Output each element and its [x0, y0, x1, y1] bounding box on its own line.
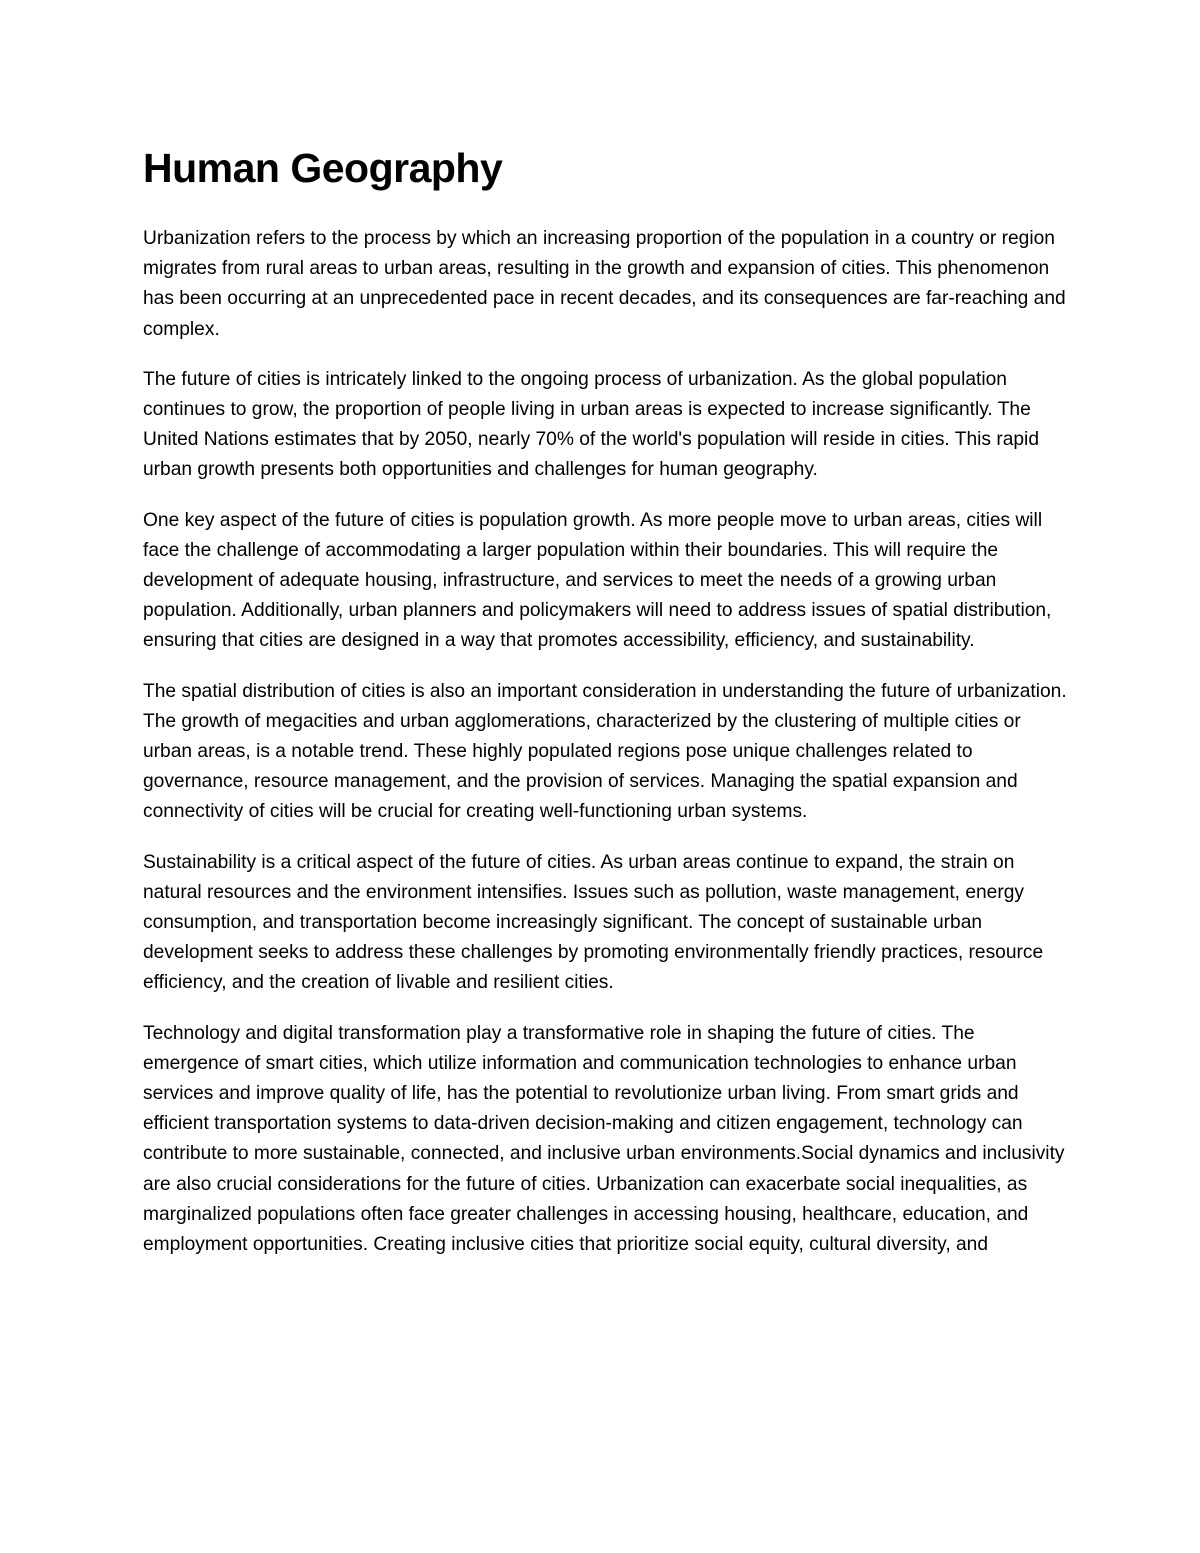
document-title: Human Geography [143, 145, 503, 191]
paragraph-5: Sustainability is a critical aspect of the future of cities. As urban areas continue to expand, the strain on natural resources and the environment intensifies. Issues such as pollution, waste management, energy consumption, and transportation become increasingly significant. The concept of sustainable urban development seeks to address these challenges by promoting environmentally friendly practices, resource efficiency, and the creation of livable and resilient cities. [143, 851, 1044, 994]
paragraph-6: Technology and digital transformation play a transformative role in shaping the future of cities. The emergence of smart cities, which utilize information and communication technologies to enhance urban services and improve quality of life, has the potential to revolutionize urban living. From smart grids and efficient transportation systems to data-driven decision-making and citizen engagement, technology can contribute to more sustainable, connected, and inclusive urban environments.Social dynamics and inclusivity are also crucial considerations for the future of cities. Urbanization can exacerbate social inequalities, as marginalized populations often face greater challenges in accessing housing, healthcare, education, and employment opportunities. Creating inclusive cities that prioritize social equity, cultural diversity, and [143, 1022, 1065, 1256]
paragraph-3: One key aspect of the future of cities is population growth. As more people move to urban areas, cities will face the challenge of accommodating a larger population within their boundaries. This will require the development of adequate housing, infrastructure, and services to meet the needs of a growing urban population. Additionally, urban planners and policymakers will need to address issues of spatial distribution, ensuring that cities are designed in a way that promotes accessibility, efficiency, and sustainability. [143, 509, 1052, 652]
paragraph-2: The future of cities is intricately linked to the ongoing process of urbanization. As the global population continues to grow, the proportion of people living in urban areas is expected to increase significantly. The United Nations estimates that by 2050, nearly 70% of the world's population will reside in cities. This rapid urban growth presents both opportunities and challenges for human geography. [143, 368, 1039, 481]
paragraph-4: The spatial distribution of cities is also an important consideration in understanding the future of urbanization. The growth of megacities and urban agglomerations, characterized by the clustering of multiple cities or urban areas, is a notable trend. These highly populated regions pose unique challenges related to governance, resource management, and the provision of services. Managing the spatial expansion and connectivity of cities will be crucial for creating well-functioning urban systems. [143, 680, 1067, 823]
paragraph-1: Urbanization refers to the process by which an increasing proportion of the population in a country or region migrates from rural areas to urban areas, resulting in the growth and expansion of cities. This phenomenon has been occurring at an unprecedented pace in recent decades, and its consequences are far-reaching and complex. [143, 228, 1066, 340]
document-page [143, 140, 1068, 1280]
